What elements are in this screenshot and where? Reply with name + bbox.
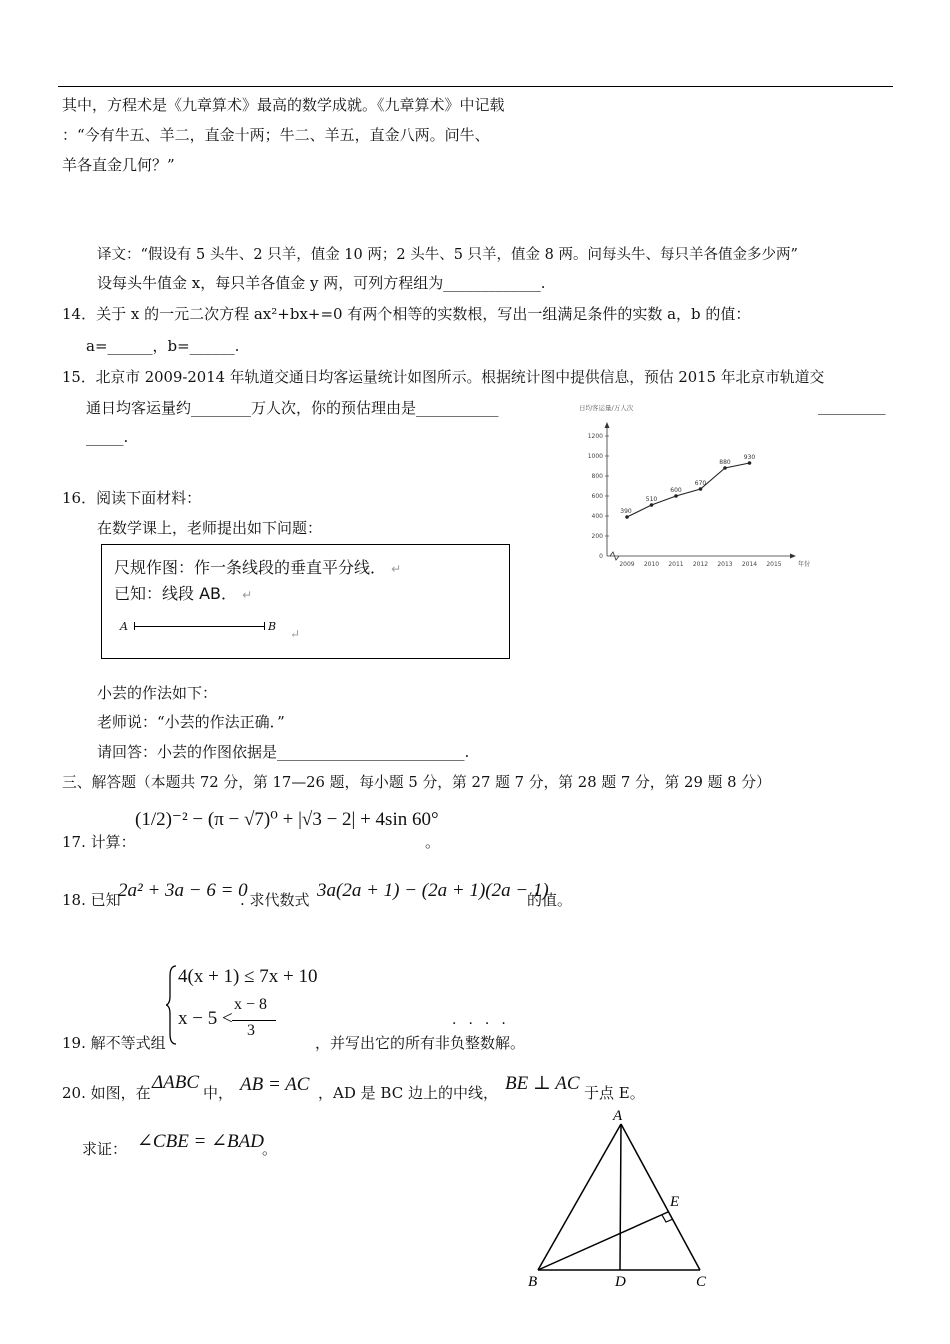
section-3-heading: 三、解答题（本题共 72 分，第 17—26 题，每小题 5 分，第 27 题 7 分，第 28 题 7 分，第 29 题 8 分）	[62, 774, 771, 791]
q16-intro: 在数学课上，老师提出如下问题：	[97, 519, 323, 537]
q13-setup: 设每头牛值金 x，每只羊各值金 y 两，可列方程组为_____________.	[97, 274, 546, 292]
q15-line-1: 15．北京市 2009-2014 年轨道交通日均客运量统计如图所示。根据统计图中提供信息，预估 2015 年北京市轨道交	[62, 369, 825, 386]
emphasis-dots: ····	[452, 1016, 518, 1032]
intro-line-2: ：“今有牛五、羊二，直金十两；牛二、羊五，直金八两。问牛、	[62, 126, 490, 144]
ridership-line-chart	[575, 398, 810, 578]
data-point	[699, 487, 703, 491]
triangle-figure	[520, 1102, 720, 1292]
x-tick-label: 2013	[717, 561, 733, 568]
q19-fraction-bar	[232, 1020, 276, 1021]
x-tick-label: 2012	[692, 561, 709, 568]
q20-label: 20. 如图，在	[62, 1084, 151, 1102]
q19-fraction-numerator: x − 8	[234, 996, 268, 1013]
q15-line-3: _____.	[86, 428, 129, 446]
median-ad	[620, 1124, 621, 1270]
q20-prove-label: 求证：	[82, 1140, 128, 1158]
y-tick-label: 0	[599, 553, 603, 560]
y-axis-arrow	[605, 422, 610, 428]
vertex-b-label: B	[528, 1274, 538, 1290]
q14-line-2: a=______，b=______.	[86, 337, 240, 355]
q15-line-2: 通日均客运量约________万人次，你的预估理由是___________	[86, 399, 499, 417]
box-given-segment: 已知：线段 AB． ↵	[114, 584, 253, 603]
q15-line-2-tail: _________	[818, 397, 886, 415]
vertex-c-label: C	[696, 1274, 707, 1290]
data-point	[625, 515, 629, 519]
q16-method: 小芸的作法如下：	[97, 684, 218, 702]
intro-line-3: 羊各直金几何？”	[62, 156, 175, 174]
x-tick-label: 2009	[619, 561, 635, 568]
q18-expression: 3a(2a + 1) − (2a + 1)(2a − 1)	[317, 880, 549, 901]
vertex-e-label: E	[670, 1194, 680, 1210]
header-rule	[58, 86, 893, 87]
side-ab	[538, 1124, 621, 1270]
q13-translation: 译文：“假设有 5 头牛、2 只羊，值金 10 两；2 头牛、5 只羊，值金 8 两。问每头牛、每只羊各值金多少两”	[97, 247, 798, 263]
x-tick-label: 2011	[668, 561, 684, 568]
x-tick-label: 2010	[643, 561, 660, 568]
q20-equality: AB = AC	[240, 1074, 310, 1095]
q18-label: 18. 已知	[62, 891, 121, 909]
q20-prove-statement: ∠CBE = ∠BAD	[137, 1131, 264, 1152]
segment-tick-b	[264, 622, 265, 630]
intro-line-1: 其中，方程术是《九章算术》最高的数学成就。《九章算术》中记载	[62, 96, 505, 114]
q19-inequality-1: 4(x + 1) ≤ 7x + 10	[178, 966, 318, 987]
side-ac	[621, 1124, 700, 1270]
y-tick-label: 400	[591, 513, 603, 520]
q20-mid-2: ，AD 是 BC 边上的中线，	[318, 1084, 498, 1102]
problem-box	[101, 544, 510, 659]
data-label: 670	[694, 480, 707, 487]
q17-label: 17. 计算：	[62, 833, 136, 851]
x-tick-label: 2014	[741, 561, 758, 568]
q16-teacher: 老师说：“小芸的作法正确．”	[97, 713, 285, 731]
segment-label-b: B	[268, 620, 277, 633]
q18-end: 的值。	[527, 891, 573, 909]
y-tick-label: 1000	[587, 453, 603, 460]
data-label: 930	[743, 454, 756, 461]
q19-tail: ，并写出它的所有非负整数解。	[315, 1034, 526, 1052]
system-brace	[166, 964, 178, 1046]
q19-fraction-denominator: 3	[247, 1022, 255, 1039]
vertex-d-label: D	[615, 1274, 626, 1290]
q14-line-1: 14．关于 x 的一元二次方程 ax²+bx+=0 有两个相等的实数根，写出一组满足条件的实数 a，b 的值：	[62, 305, 751, 323]
x-axis-label: 年份	[798, 561, 810, 568]
q20-triangle: ΔABC	[152, 1072, 200, 1093]
y-tick-label: 200	[591, 533, 603, 540]
segment-tick-a	[134, 622, 135, 630]
y-tick-label: 1200	[587, 433, 603, 440]
data-label: 880	[719, 459, 731, 466]
q20-end: 于点 E。	[584, 1084, 645, 1102]
q19-label: 19. 解不等式组	[62, 1034, 166, 1052]
series-line	[627, 463, 750, 517]
altitude-be	[538, 1212, 668, 1270]
q18-mid: . 求代数式	[240, 891, 310, 909]
vertex-a-label: A	[613, 1108, 623, 1124]
data-point	[650, 503, 654, 507]
data-label: 390	[620, 508, 632, 515]
box-construction-task: 尺规作图：作一条线段的垂直平分线． ↵	[114, 558, 402, 577]
data-point	[723, 466, 727, 470]
q20-mid-1: 中，	[203, 1084, 234, 1102]
y-tick-label: 600	[591, 493, 603, 500]
return-mark: ↵	[290, 627, 301, 641]
q16-answer: 请回答：小芸的作图依据是_________________________.	[97, 743, 470, 761]
segment-label-a: A	[120, 620, 128, 633]
segment-ab	[134, 626, 264, 627]
x-tick-label: 2015	[766, 561, 782, 568]
q16-heading: 16．阅读下面材料：	[62, 489, 202, 507]
data-point	[748, 461, 752, 465]
x-axis-arrow	[790, 554, 796, 559]
data-label: 600	[670, 487, 682, 494]
q18-condition: 2a² + 3a − 6 = 0	[118, 880, 248, 901]
q20-prove-end: 。	[262, 1140, 278, 1158]
q17-end: 。	[425, 833, 441, 851]
q17-expression: (1/2)⁻² − (π − √7)⁰ + |√3 − 2| + 4sin 60°	[135, 809, 439, 830]
q20-perpendicular: BE ⊥ AC	[505, 1073, 580, 1094]
q19-inequality-2-left: x − 5 <	[178, 1008, 233, 1029]
data-point	[674, 494, 678, 498]
y-tick-label: 800	[591, 473, 603, 480]
data-label: 510	[645, 496, 658, 503]
chart-title: 日均客运量/万人次	[579, 404, 634, 412]
